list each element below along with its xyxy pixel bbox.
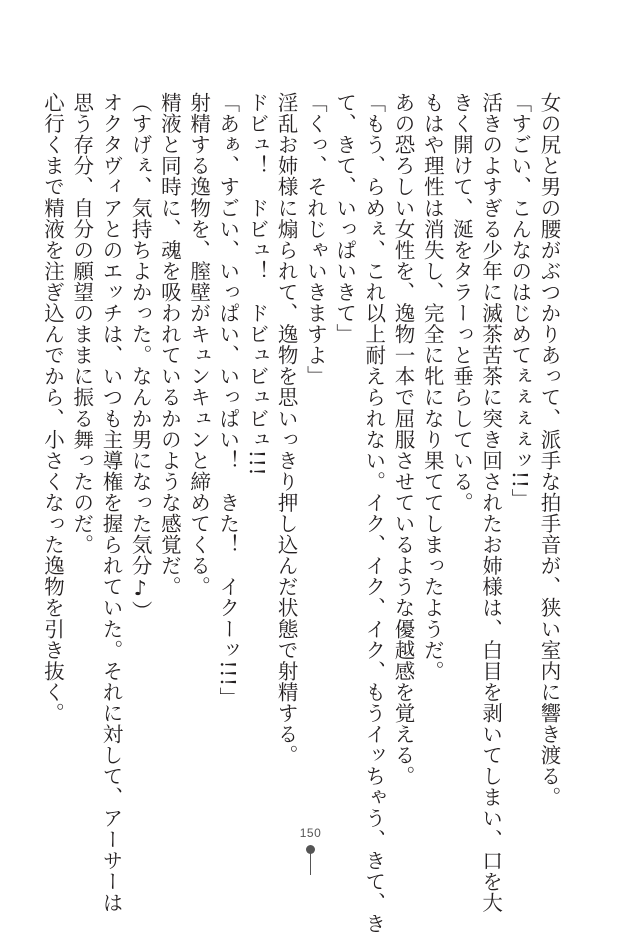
text-line: ドビュ！ ドビュ！ ドビュビュビュ!!! <box>244 92 269 477</box>
text-line: 「あぁ、すごい、いっぱい、いっぱい！ きた！ イクーッ!!!」 <box>215 92 240 708</box>
text-line: 淫乱お姉様に煽られて、逸物を思いっきり押し込んだ状態で射精する。 <box>274 92 299 766</box>
page-number: 150 <box>299 826 322 840</box>
ornament-stem-icon <box>310 853 311 875</box>
text-line: あの恐ろしい女性を、逸物一本で屈服させているような優越感を覚える。 <box>390 92 415 787</box>
text-line: 活きのよすぎる少年に滅茶苦茶に突き回されたお姉様は、白目を剥いてしまい、口を大 <box>478 92 503 913</box>
text-line: 女の尻と男の腰がぶつかりあって、派手な拍手音が、狭い室内に響き渡る。 <box>537 92 561 808</box>
text-line: オクタヴィアとのエッチは、いつも主導権を握られていた。それに対して、アーサーは <box>98 92 123 913</box>
text-line: （すげぇ、気持ちよかった。なんか男になった気分♪） <box>128 92 153 622</box>
text-line: 「もう、らめぇ、これ以上耐えられない。イク、イク、イク、もうイッちゃう、きて、き <box>361 92 386 934</box>
text-line: 「すごい、こんなのはじめてぇぇぇぇッ!!」 <box>507 92 532 510</box>
text-line: 心行くまで精液を注ぎ込んでから、小さくなった逸物を引き抜く。 <box>40 92 65 724</box>
text-line: て、きて、いっぱいきて」 <box>332 92 357 345</box>
text-line: もはや理性は消失し、完全に牝になり果ててしまったようだ。 <box>420 92 445 682</box>
text-line: 思う存分、自分の願望のままに振る舞ったのだ。 <box>69 92 94 556</box>
text-line: 射精する逸物を、膣壁がキュンキュンと締めてくる。 <box>186 92 211 598</box>
text-line: きく開けて、涎をタラーっと垂らしている。 <box>449 92 474 513</box>
page-number-ornament <box>310 845 311 875</box>
text-line: 精液と同時に、魂を吸われているかのような感覚だ。 <box>157 92 182 598</box>
text-line: 「くっ、それじゃいきますよ」 <box>303 92 328 387</box>
